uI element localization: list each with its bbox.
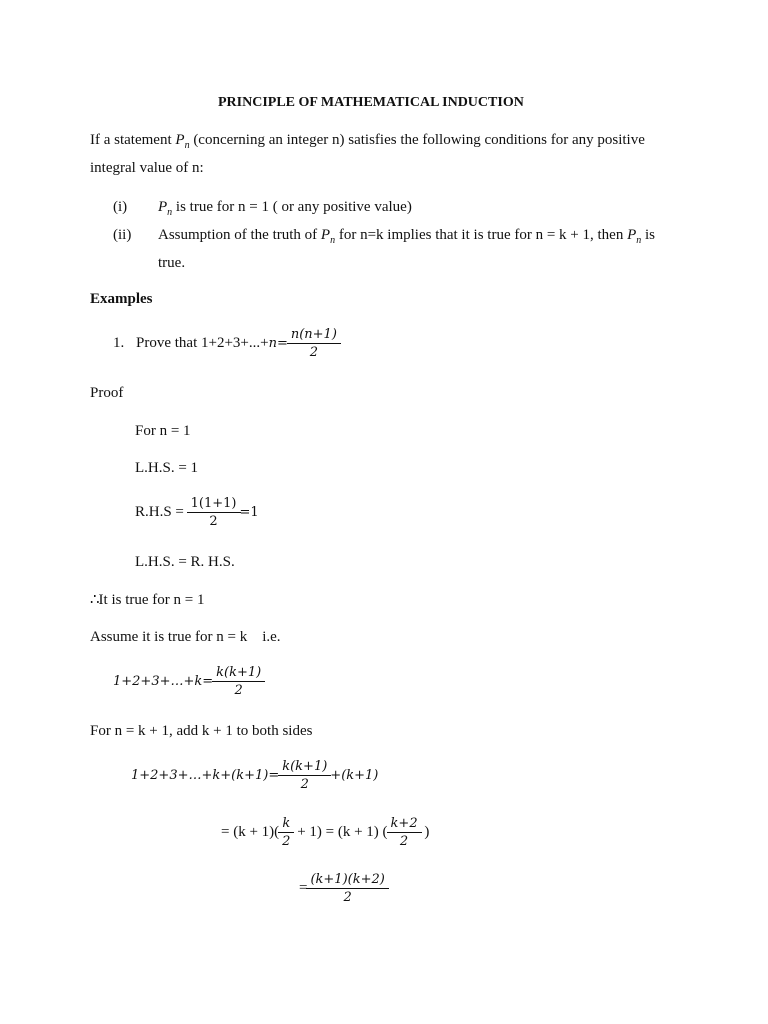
assumption-equation [113,664,264,699]
fraction-numerator: k(k+1) [282,759,328,774]
fraction-numerator: (k+1)(k+2) [310,872,385,887]
p-symbol: P [627,227,637,243]
n-subscript: n [636,235,642,246]
rhs-tail: =1 [239,504,259,520]
intro-text-b: (concerning an integer n) satisfies the following conditions for any positive [189,132,645,148]
fraction-numerator: k(k+1) [216,665,262,680]
step-2-fraction-1 [280,815,292,850]
fraction-denominator: 2 [278,832,294,850]
fraction-numerator: n(n+1) [290,327,337,342]
condition-ii-label: (ii) [113,227,132,243]
step-1-fraction [280,758,329,793]
p-symbol: P [320,227,331,243]
fraction-denominator: 2 [387,832,422,850]
n-subscript: n [167,207,173,218]
example-n-eq: n= [268,335,288,351]
rhs-label: R.H.S = [135,503,188,520]
step-3-eq: = [299,879,308,896]
lhs-value: L.H.S. = 1 [135,460,199,476]
step-2-a: = (k + 1)( [221,823,280,840]
intro-line-1 [90,131,645,151]
fraction-denominator: 2 [278,775,331,793]
for-n-equals-1: For n = 1 [135,423,191,439]
example-fraction [289,326,339,361]
assume-line: Assume it is true for n = k i.e. [90,629,281,645]
step-1-tail: +(k+1) [330,767,379,783]
examples-heading: Examples [90,291,153,307]
therefore-symbol: ∴ [90,592,99,608]
step-2-c: ) [420,823,430,840]
for-k-plus-1: For n = k + 1, add k + 1 to both sides [90,723,313,739]
example-1 [113,326,340,361]
step-3-equation [299,871,388,906]
rhs-fraction [189,495,239,530]
fraction-numerator: 1(1+1) [190,496,237,511]
step-3-fraction [308,871,386,906]
step-2-fraction-2 [389,815,420,850]
intro-line-2: integral value of n: [90,160,204,176]
p-symbol: P [158,199,168,215]
proof-heading: Proof [90,385,124,401]
assumption-left: 1+2+3+…+k= [113,673,214,689]
assumption-fraction [214,664,263,699]
fraction-denominator: 2 [287,343,341,361]
example-text: Prove that 1+2+3+...+ [136,334,269,351]
condition-ii-c: is [641,227,656,243]
intro-text-a: If a statement [90,132,176,148]
p-symbol: P [175,132,185,148]
condition-ii-text [158,226,655,246]
n-subscript: n [330,235,336,246]
step-2-equation [221,815,429,850]
lhs-equals-rhs: L.H.S. = R. H.S. [135,554,235,570]
step-1-equation [131,758,378,793]
fraction-numerator: k+2 [390,816,418,831]
true-for-n1 [90,591,204,609]
condition-i-text [158,198,412,218]
condition-ii-b: for n=k implies that it is true for n = k + 1, then [335,227,628,243]
n-subscript: n [184,140,190,151]
fraction-denominator: 2 [212,681,265,699]
fraction-denominator: 2 [306,888,388,906]
step-2-b: + 1) = (k + 1) ( [293,823,388,840]
condition-ii-a: Assumption of the truth of [158,227,321,243]
page-title: PRINCIPLE OF MATHEMATICAL INDUCTION [218,95,524,110]
rhs-line [135,495,259,530]
condition-i-label: (i) [113,199,128,215]
true-for-n1-text: It is true for n = 1 [98,592,205,608]
condition-i-body: is true for n = 1 ( or any positive value) [172,199,412,215]
fraction-denominator: 2 [187,512,241,530]
step-1-left: 1+2+3+…+k+(k+1)= [131,767,280,783]
condition-ii-continued: true. [158,255,186,271]
fraction-numerator: k [282,816,291,831]
example-number: 1. [113,334,125,351]
